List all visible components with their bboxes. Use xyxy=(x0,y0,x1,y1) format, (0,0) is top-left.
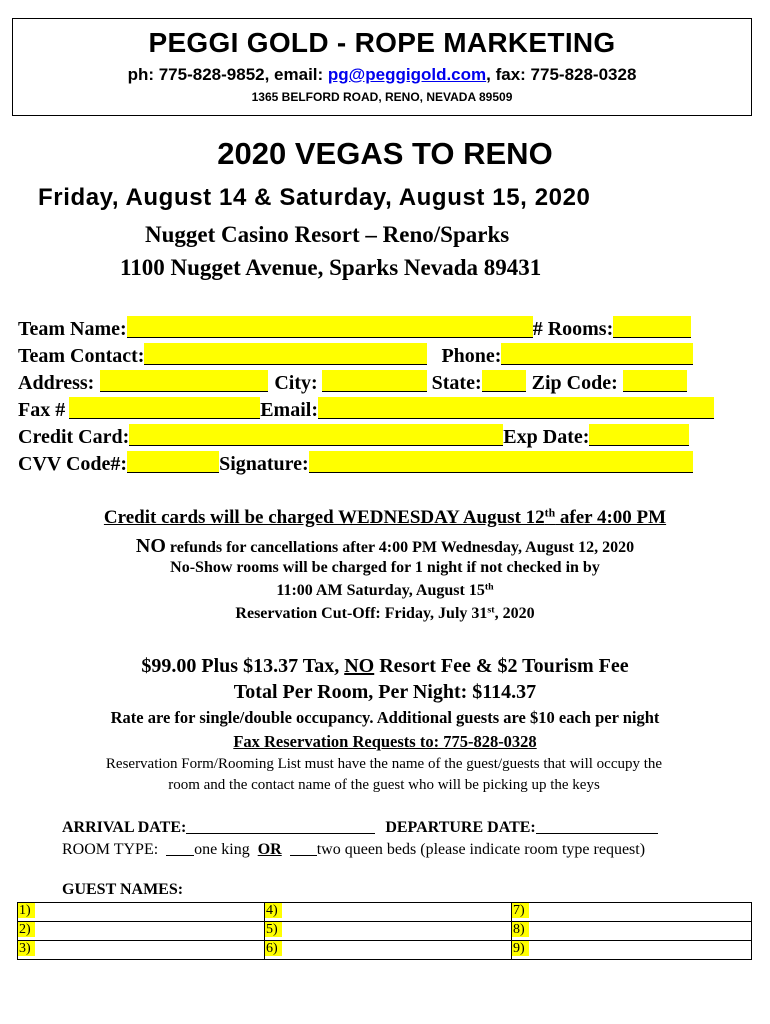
occupancy-note: Rate are for single/double occupancy. Additional guests are $10 each per night xyxy=(110,708,660,727)
guest-cell[interactable] xyxy=(265,922,512,941)
exp-date-label: Exp Date: xyxy=(503,426,590,448)
or-label: OR xyxy=(257,841,282,858)
room-type-row xyxy=(62,840,645,859)
city-field[interactable] xyxy=(322,370,427,392)
guest-cell[interactable] xyxy=(18,941,265,960)
guest-names-label: GUEST NAMES: xyxy=(62,881,184,898)
one-king-field[interactable] xyxy=(166,840,194,856)
email-field[interactable] xyxy=(318,397,714,419)
guest-number: 2) xyxy=(18,922,35,937)
refund-text: refunds for cancellations after 4:00 PM Wednesday, August 12, 2020 xyxy=(165,539,635,556)
form-row-address xyxy=(18,370,687,396)
room-type-label: ROOM TYPE: xyxy=(62,841,159,858)
contact-prefix: ph: 775-828-9852, email: xyxy=(127,65,328,84)
table-row xyxy=(18,941,752,960)
contact-suffix: , fax: 775-828-0328 xyxy=(486,65,637,84)
credit-card-field[interactable] xyxy=(129,424,503,446)
rooming-note-line1: Reservation Form/Rooming List must have the name of the guest/guests that will occupy the xyxy=(105,756,663,772)
guest-cell[interactable] xyxy=(512,903,752,922)
email-label: Email: xyxy=(260,399,318,421)
arrival-field[interactable] xyxy=(186,818,375,834)
noshow-deadline-text: 11:00 AM Saturday, August 15 xyxy=(276,582,485,599)
rooms-label: # Rooms: xyxy=(532,318,614,340)
guest-number: 4) xyxy=(265,903,282,918)
team-contact-field[interactable] xyxy=(144,343,427,365)
form-row-team-contact xyxy=(18,343,693,369)
guest-cell[interactable] xyxy=(265,941,512,960)
refund-no: NO xyxy=(135,535,166,557)
fax-requests: Fax Reservation Requests to: 775-828-0328 xyxy=(233,732,537,751)
phone-field[interactable] xyxy=(501,343,693,365)
cutoff-text: Reservation Cut-Off: Friday, July 31 xyxy=(235,605,488,622)
signature-label: Signature: xyxy=(219,453,309,475)
noshow-notice: No-Show rooms will be charged for 1 night if not checked in by xyxy=(170,559,600,576)
zip-label: Zip Code: xyxy=(531,372,618,394)
company-title: PEGGI GOLD - ROPE MARKETING xyxy=(148,27,616,58)
table-row xyxy=(18,922,752,941)
cvv-label: CVV Code#: xyxy=(18,453,128,475)
guest-names-heading xyxy=(62,881,183,899)
team-contact-label: Team Contact: xyxy=(18,345,145,367)
event-dates: Friday, August 14 & Saturday, August 15, 2020 xyxy=(38,184,591,211)
charge-notice-text: Credit cards will be charged WEDNESDAY August 12 xyxy=(103,507,545,528)
state-label: State: xyxy=(431,372,482,394)
guest-number: 1) xyxy=(18,903,35,918)
venue-address: 1100 Nugget Avenue, Sparks Nevada 89431 xyxy=(120,255,542,280)
credit-card-label: Credit Card: xyxy=(18,426,130,448)
guest-cell[interactable] xyxy=(512,922,752,941)
rate-no: NO xyxy=(344,655,375,677)
form-row-team-name xyxy=(18,316,691,342)
cutoff-notice xyxy=(0,605,770,623)
arrival-label: ARRIVAL DATE: xyxy=(62,819,187,836)
guest-number: 3) xyxy=(18,941,35,956)
rate-line xyxy=(0,655,770,678)
guest-number: 9) xyxy=(512,941,529,956)
total-per-night: Total Per Room, Per Night: $114.37 xyxy=(233,681,537,703)
team-name-field[interactable] xyxy=(127,316,533,338)
city-label: City: xyxy=(274,372,318,394)
form-row-cvv xyxy=(18,451,693,477)
two-queen-label: two queen beds (please indicate room type request) xyxy=(316,841,646,858)
rooming-note-line2: room and the contact name of the guest who will be picking up the keys xyxy=(168,777,600,793)
team-name-label: Team Name: xyxy=(18,318,127,340)
form-row-fax xyxy=(18,397,714,423)
address-label: Address: xyxy=(18,372,95,394)
guest-cell[interactable] xyxy=(512,941,752,960)
guest-cell[interactable] xyxy=(18,922,265,941)
company-address: 1365 BELFORD ROAD, RENO, NEVADA 89509 xyxy=(251,90,513,104)
contact-line xyxy=(13,65,751,85)
fax-label: Fax # xyxy=(18,399,66,421)
arrival-departure-row xyxy=(62,818,658,837)
phone-label: Phone: xyxy=(441,345,502,367)
guest-number: 8) xyxy=(512,922,529,937)
cutoff-sup: st xyxy=(487,604,495,616)
departure-label: DEPARTURE DATE: xyxy=(385,819,536,836)
email-link[interactable]: pg@peggigold.com xyxy=(327,65,487,84)
charge-notice-time: afer 4:00 PM xyxy=(555,507,667,528)
charge-notice xyxy=(0,507,770,529)
one-king-label: one king xyxy=(194,841,250,858)
rate-base: $99.00 Plus $13.37 Tax, xyxy=(141,655,345,677)
refund-notice xyxy=(0,535,770,558)
form-row-credit-card xyxy=(18,424,689,450)
departure-field[interactable] xyxy=(536,818,658,834)
zip-field[interactable] xyxy=(623,370,687,392)
cvv-field[interactable] xyxy=(127,451,219,473)
rate-fees: Resort Fee & $2 Tourism Fee xyxy=(374,655,629,677)
noshow-deadline xyxy=(0,582,770,600)
venue-name: Nugget Casino Resort – Reno/Sparks xyxy=(145,222,510,247)
charge-notice-sup: th xyxy=(544,506,556,520)
guest-number: 5) xyxy=(265,922,282,937)
guest-number: 6) xyxy=(265,941,282,956)
guest-number: 7) xyxy=(512,903,529,918)
rooms-field[interactable] xyxy=(613,316,691,338)
guest-cell[interactable] xyxy=(265,903,512,922)
event-title: 2020 VEGAS TO RENO xyxy=(217,136,553,171)
state-field[interactable] xyxy=(482,370,526,392)
signature-field[interactable] xyxy=(309,451,693,473)
noshow-deadline-sup: th xyxy=(484,581,494,593)
header-box xyxy=(12,18,752,116)
guest-names-table xyxy=(17,902,752,960)
address-field[interactable] xyxy=(100,370,268,392)
table-row xyxy=(18,903,752,922)
fax-field[interactable] xyxy=(69,397,260,419)
exp-date-field[interactable] xyxy=(589,424,689,446)
guest-cell[interactable] xyxy=(18,903,265,922)
two-queen-field[interactable] xyxy=(290,840,317,856)
cutoff-year: , 2020 xyxy=(494,605,535,622)
